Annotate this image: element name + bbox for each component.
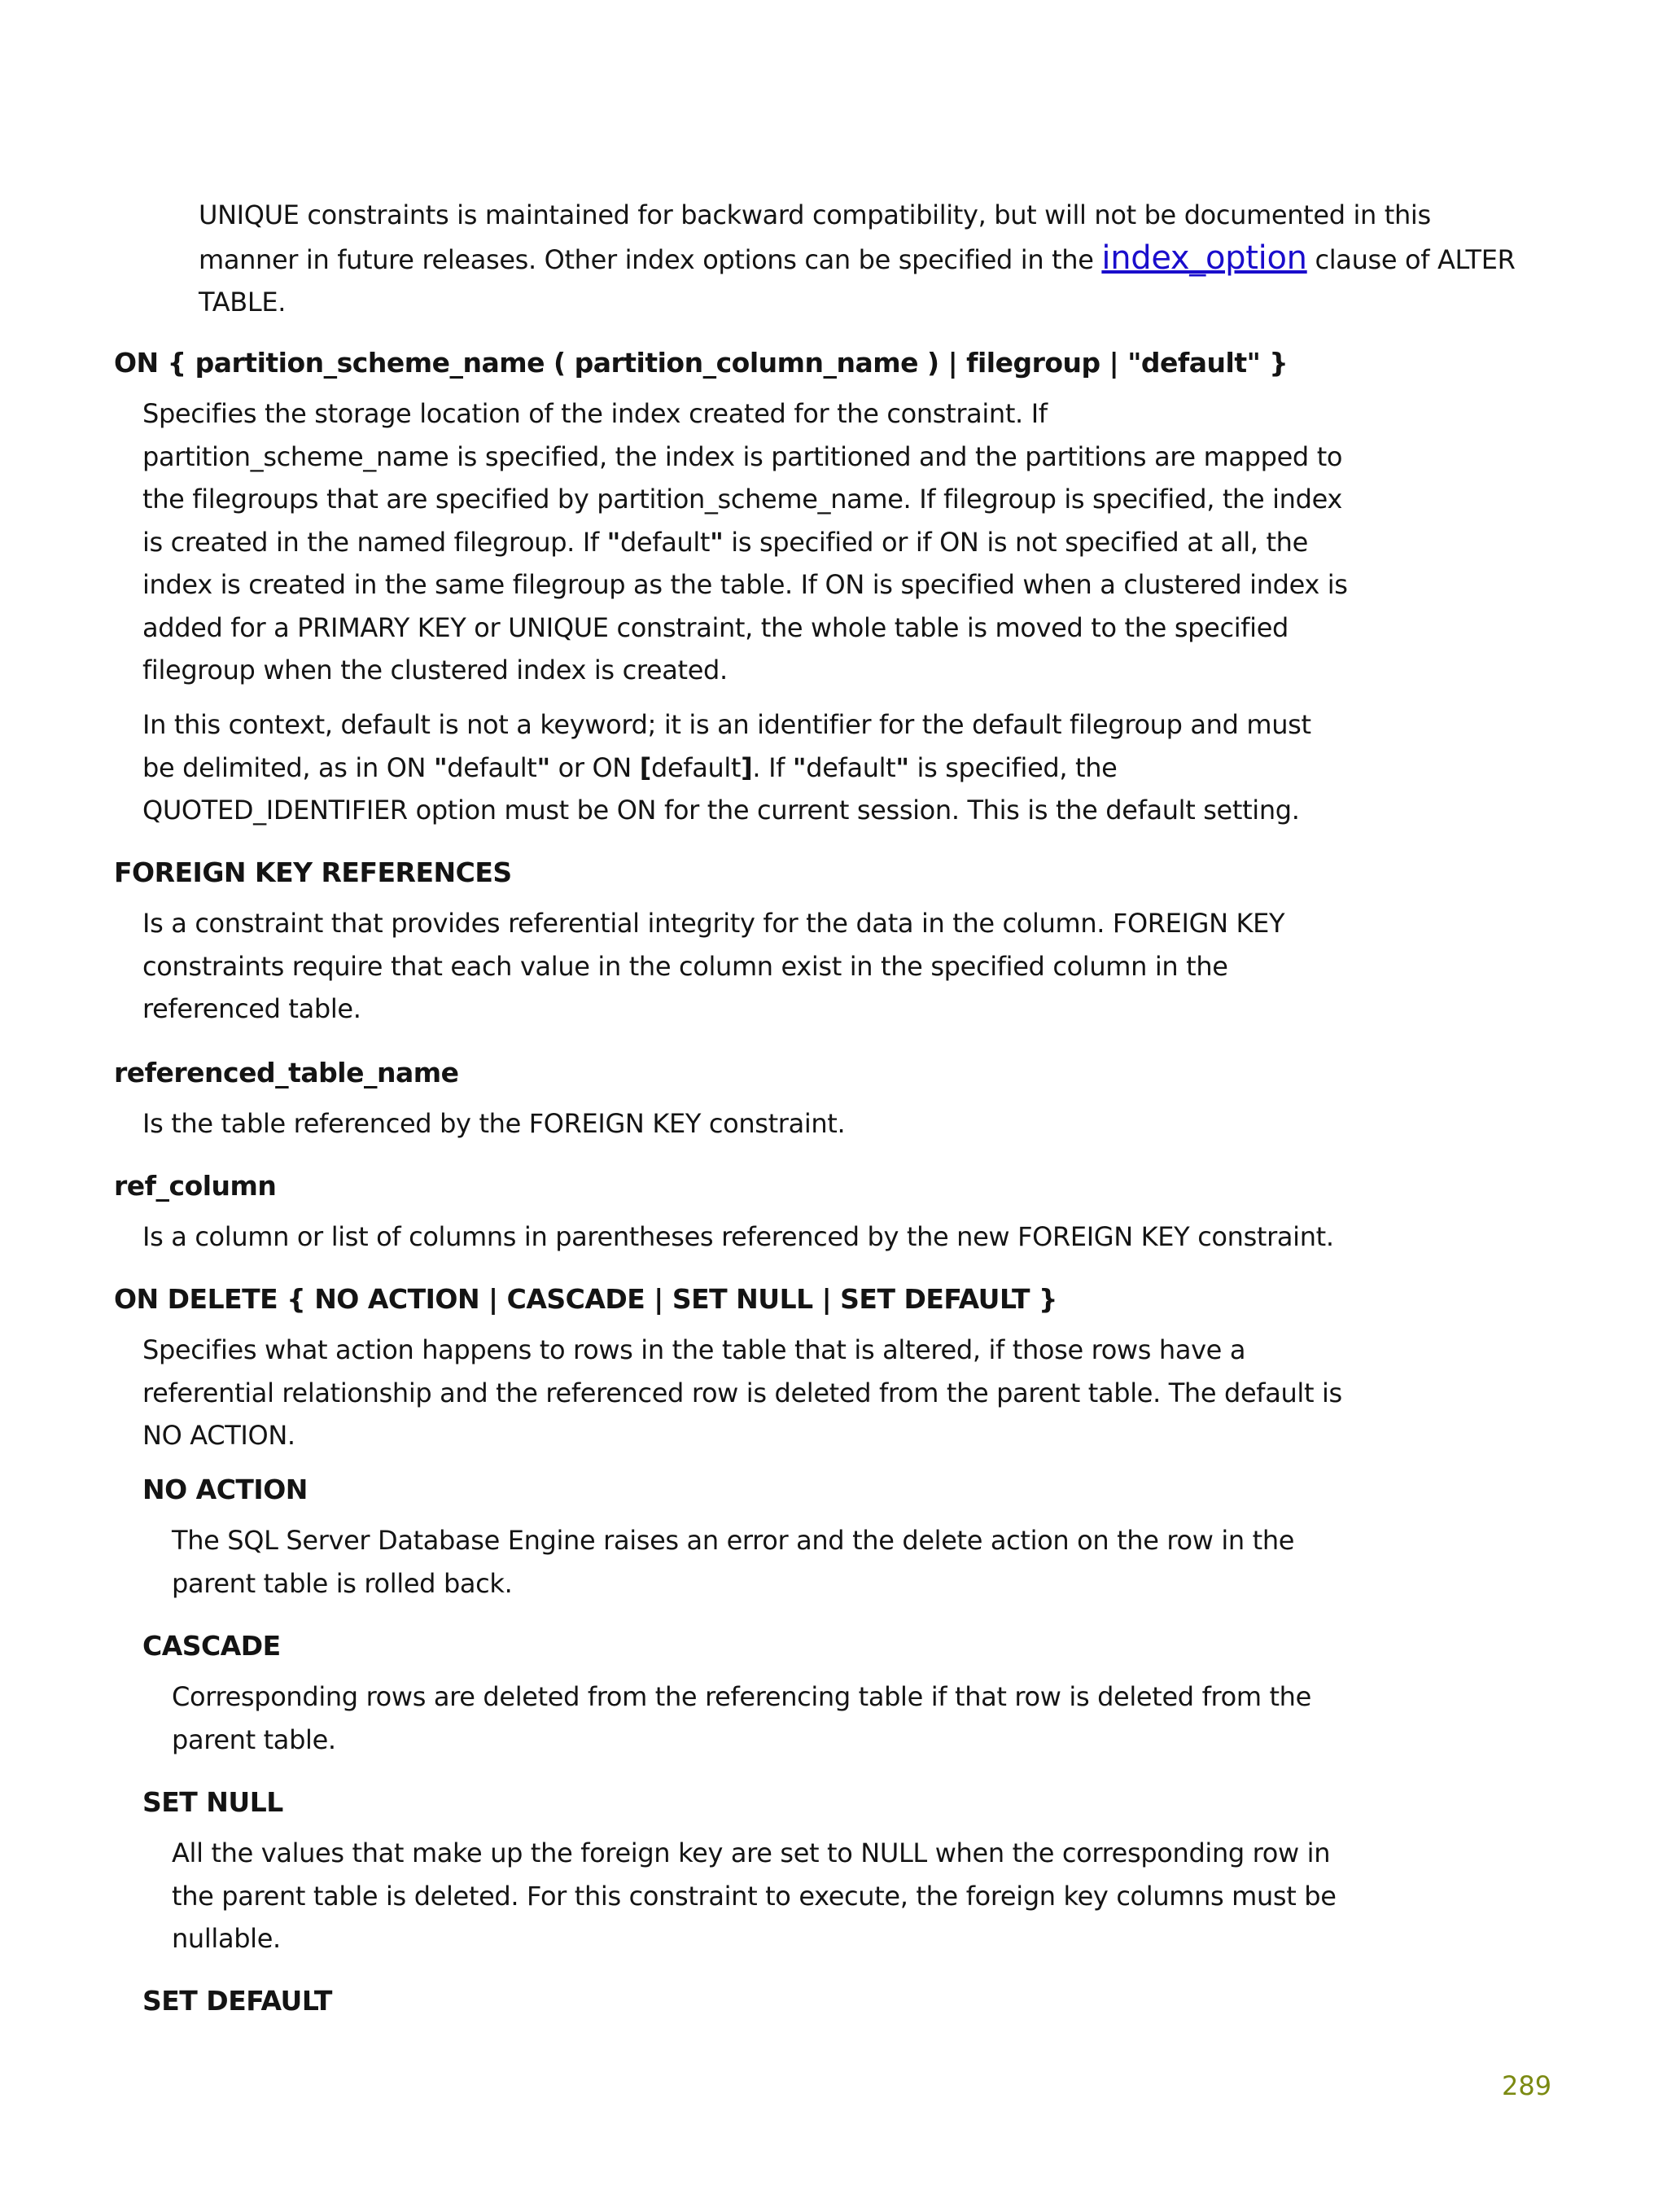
text-run: . If [752,751,793,783]
fk-heading: FOREIGN KEY REFERENCES [114,856,512,888]
intro-line-1: UNIQUE constraints is maintained for backward compatibility, but will not be documented in this [199,199,1431,230]
note-line [142,747,1311,790]
text-run: is specified, the [908,751,1118,783]
quote-mark: " [433,751,448,783]
index-option-link[interactable]: index_option [1101,239,1307,277]
no-action-description [172,1519,1294,1605]
on-desc-line: the filegroups that are specified by partition_scheme_name. If filegroup is specified, the index [142,484,1342,515]
no-action-heading: NO ACTION [142,1474,308,1505]
intro-line-2 [199,237,1516,282]
note-line: QUOTED_IDENTIFIER option must be ON for the current session. This is the default setting. [142,795,1300,826]
text-run: is specified or if ON is not specified at all, the [723,526,1308,558]
on-delete-line: referential relationship and the referenced row is deleted from the parent table. The default is [142,1377,1342,1408]
no-action-line: parent table is rolled back. [172,1567,513,1599]
fk-desc-line: constraints require that each value in the column exist in the specified column in the [142,950,1228,982]
set-null-heading: SET NULL [142,1786,283,1818]
ref-column-heading: ref_column [114,1170,277,1202]
on-desc-line: filegroup when the clustered index is created. [142,655,728,686]
no-action-line: The SQL Server Database Engine raises an error and the delete action on the row in the [172,1525,1295,1556]
on-desc-line: Specifies the storage location of the index created for the constraint. If [142,398,1048,429]
on-desc-line [142,521,1348,564]
set-null-line: All the values that make up the foreign key are set to NULL when the corresponding row in [172,1837,1331,1868]
on-delete-description [142,1329,1342,1457]
text-run: default [619,526,711,558]
text-run: default [806,751,896,783]
set-null-description [172,1832,1337,1960]
note-line: In this context, default is not a keyword; it is an identifier for the default filegroup and must [142,709,1311,740]
quote-mark: " [606,526,620,558]
fk-description [142,902,1284,1031]
on-delete-heading: ON DELETE { NO ACTION | CASCADE | SET NULL | SET DEFAULT } [114,1283,1058,1315]
on-description [142,392,1348,692]
set-null-line: nullable. [172,1923,281,1954]
on-heading: ON { partition_scheme_name ( partition_column_name ) | filegroup | "default" } [114,347,1289,379]
text-run: or ON [549,751,640,783]
on-delete-line: Specifies what action happens to rows in the table that is altered, if those rows have a [142,1334,1246,1365]
bracket: ] [741,751,753,783]
set-default-heading: SET DEFAULT [142,1985,332,2017]
text-run: be delimited, as in ON [142,751,434,783]
quote-mark: " [710,526,724,558]
on-desc-line: added for a PRIMARY KEY or UNIQUE constraint, the whole table is moved to the specified [142,611,1289,643]
referenced-table-name-description: Is the table referenced by the FOREIGN KEY constraint. [142,1108,846,1139]
on-desc-line: partition_scheme_name is specified, the index is partitioned and the partitions are mapped to [142,440,1343,472]
quote-mark: " [792,751,807,783]
cascade-line: parent table. [172,1724,336,1755]
fk-desc-line: Is a constraint that provides referential integrity for the data in the column. FOREIGN KEY [142,908,1285,939]
bracket: [ [639,751,651,783]
referenced-table-name-heading: referenced_table_name [114,1057,459,1088]
text-run: default [447,751,537,783]
cascade-line: Corresponding rows are deleted from the referencing table if that row is deleted from the [172,1681,1311,1712]
text-run: is created in the named filegroup. If [142,526,607,558]
on-delete-line: NO ACTION. [142,1420,295,1451]
intro-line-2-text: manner in future releases. Other index options can be specified in the [199,243,1102,275]
cascade-description [172,1675,1311,1761]
page-number: 289 [1502,2070,1552,2101]
on-default-note [142,703,1311,832]
fk-desc-line: referenced table. [142,993,361,1024]
on-desc-line: index is created in the same filegroup as the table. If ON is specified when a clustered index is [142,569,1348,600]
intro-line-3: TABLE. [199,287,287,318]
set-null-line: the parent table is deleted. For this constraint to execute, the foreign key columns must be [172,1880,1337,1912]
intro-paragraph [199,194,1516,324]
ref-column-description: Is a column or list of columns in parentheses referenced by the new FOREIGN KEY constraint. [142,1221,1334,1252]
text-run: default [650,751,742,783]
quote-mark: " [536,751,550,783]
quote-mark: " [895,751,909,783]
intro-line-2-tail: clause of ALTER [1306,243,1516,275]
cascade-heading: CASCADE [142,1630,281,1662]
